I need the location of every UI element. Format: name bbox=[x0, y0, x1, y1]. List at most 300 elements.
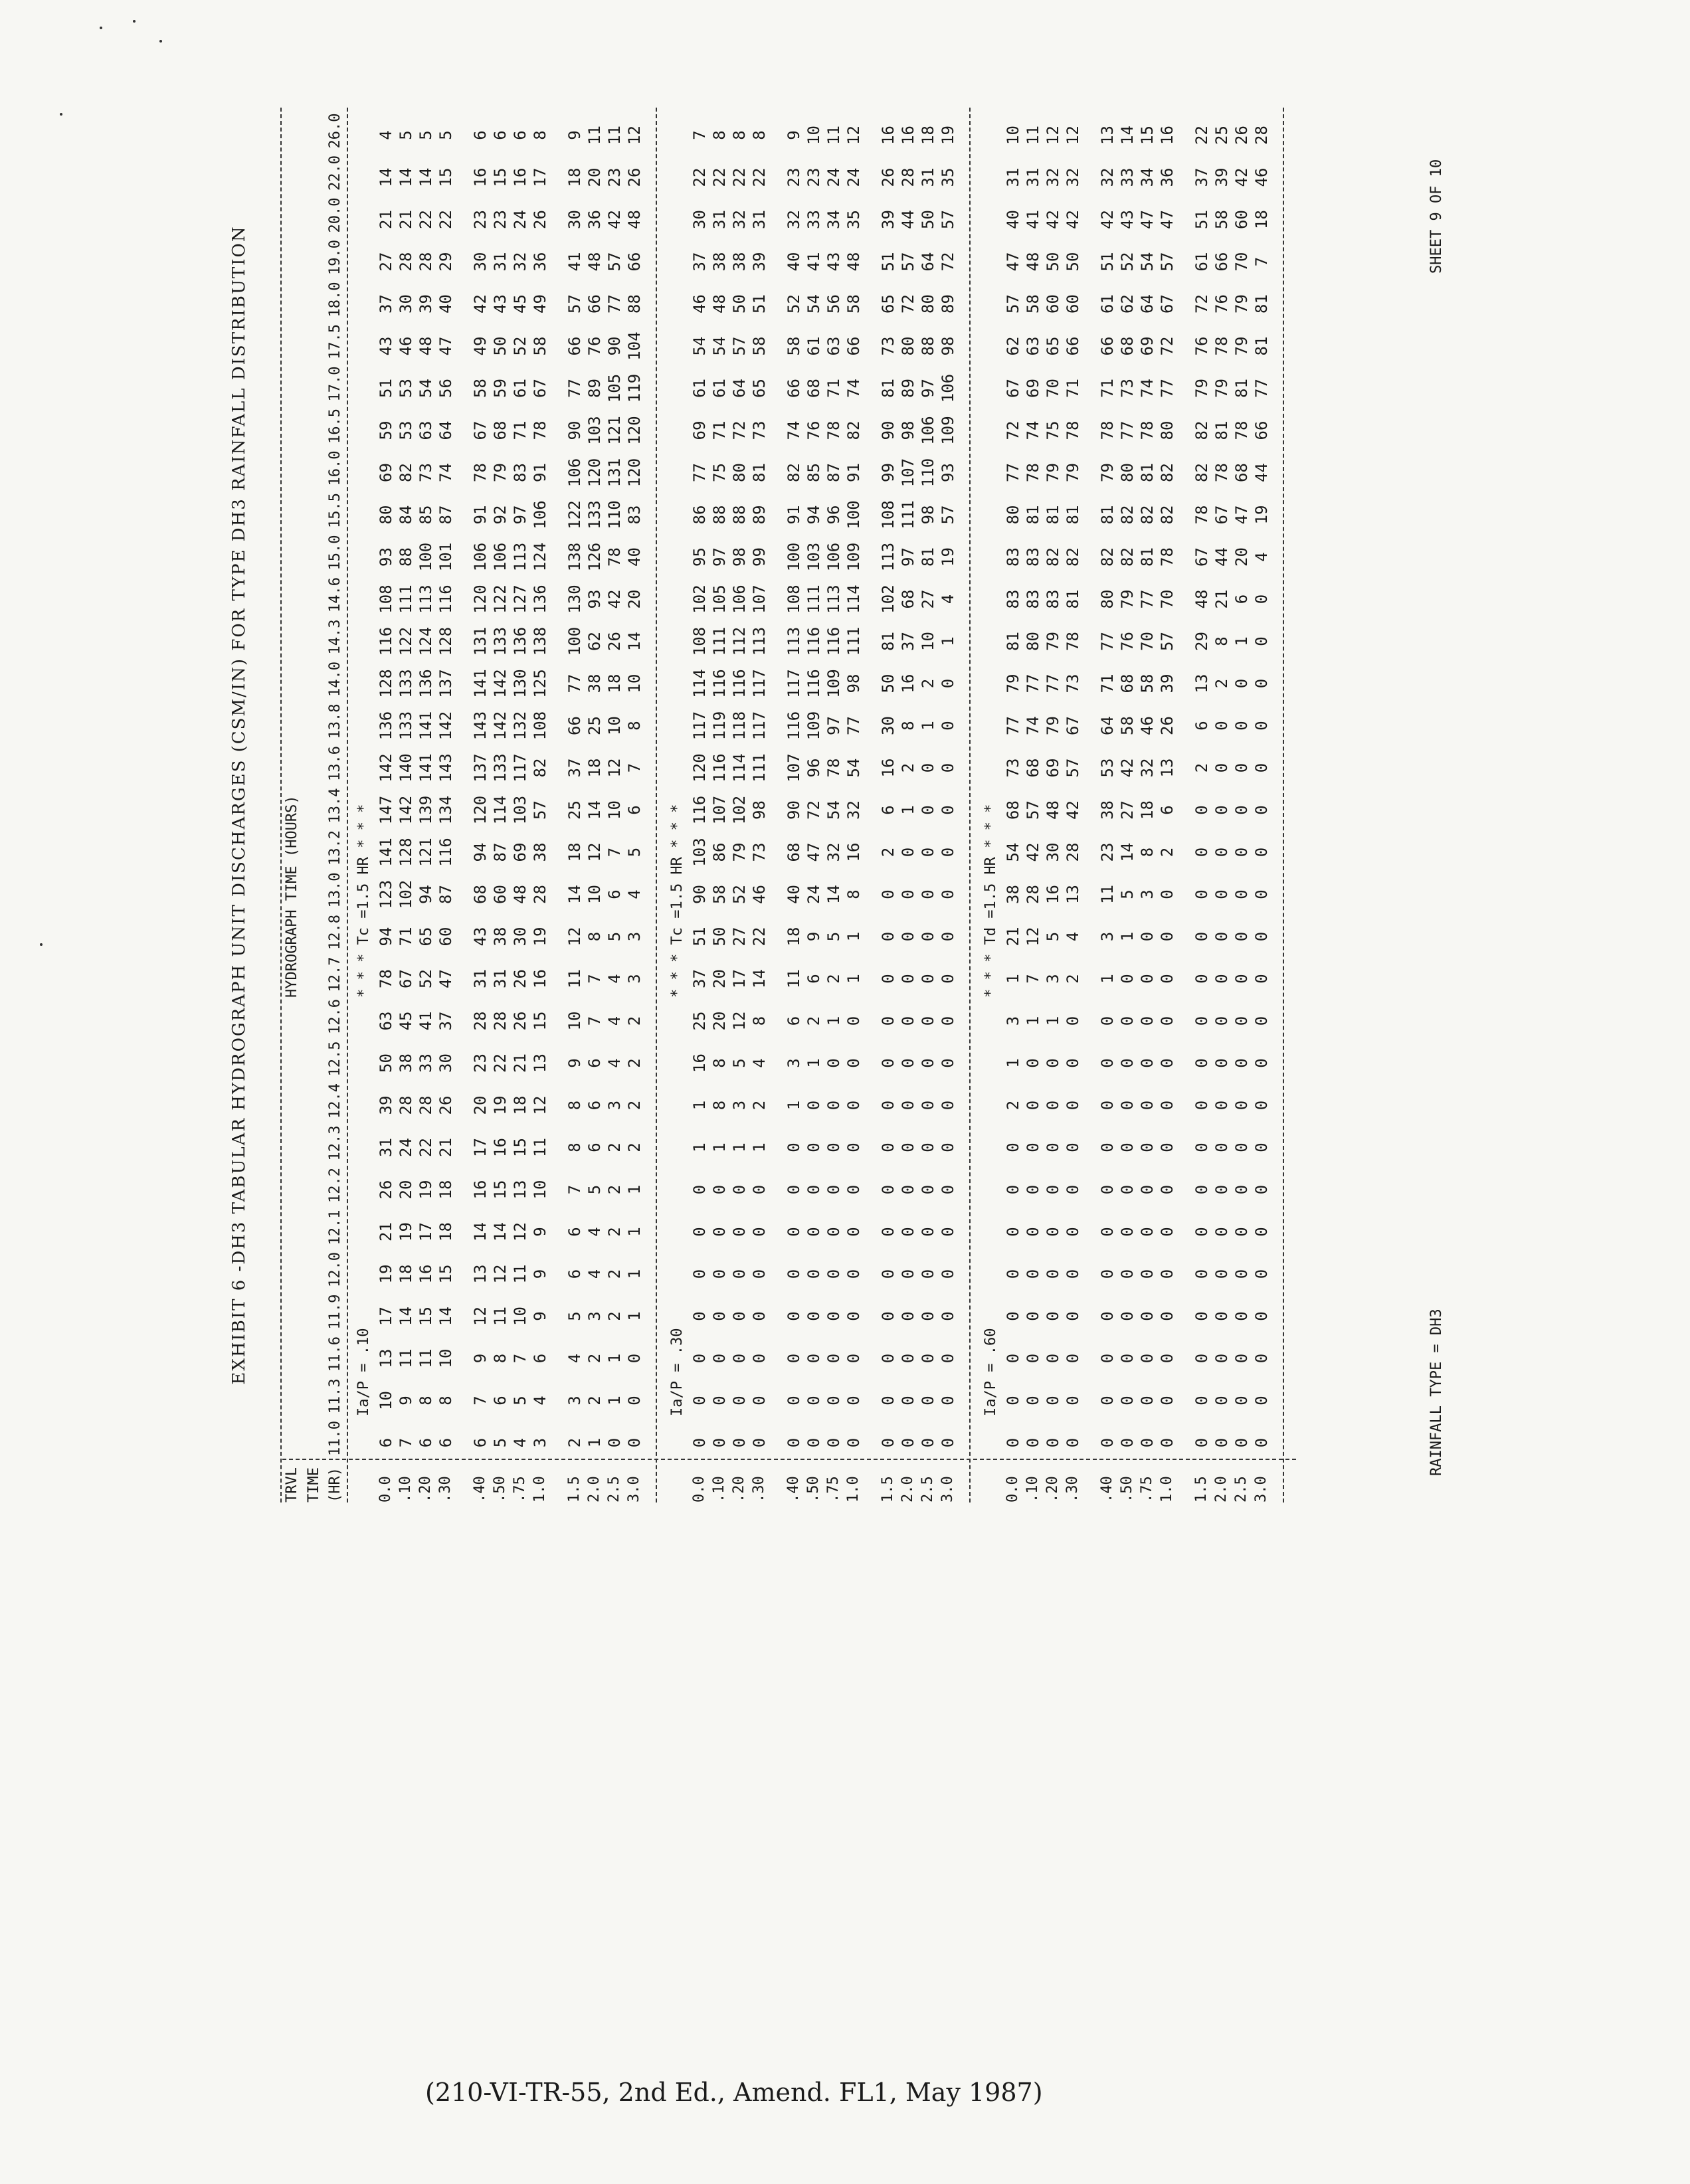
table-cell: 82 bbox=[785, 463, 803, 482]
table-cell: 122 bbox=[565, 500, 584, 529]
table-cell: 116 bbox=[377, 626, 395, 656]
table-cell: 23 bbox=[471, 210, 490, 229]
table-cell: 89 bbox=[585, 379, 604, 398]
table-cell: 81 bbox=[1252, 294, 1271, 314]
table-cell: 4 bbox=[1252, 552, 1271, 562]
table-cell: 32 bbox=[1064, 167, 1082, 187]
table-cell: 0 bbox=[750, 1437, 769, 1448]
table-cell: 3 bbox=[585, 1311, 604, 1321]
table-cell: 0 bbox=[750, 1396, 769, 1406]
table-cell: 57 bbox=[1158, 632, 1176, 651]
table-cell: 4 bbox=[750, 1058, 769, 1068]
table-cell: 62 bbox=[1118, 294, 1137, 314]
table-cell: 0 bbox=[1232, 1016, 1251, 1026]
table-cell: 0 bbox=[605, 1437, 624, 1448]
table-cell: 1 bbox=[690, 1100, 709, 1111]
table-cell: 0 bbox=[1138, 1353, 1157, 1364]
table-cell: 7 bbox=[565, 1184, 584, 1195]
table-cell: 72 bbox=[899, 294, 917, 314]
table-cell: 8 bbox=[1212, 636, 1231, 646]
table-cell: 7 bbox=[471, 1396, 490, 1406]
rotated-table-block bbox=[219, 108, 1455, 1502]
table-cell: 113 bbox=[785, 626, 803, 656]
column-header: 13.8 bbox=[327, 703, 343, 739]
table-cell: 108 bbox=[879, 500, 897, 529]
table-cell: 18 bbox=[1138, 800, 1157, 820]
table-cell: 12 bbox=[491, 1264, 510, 1284]
table-cell: 12 bbox=[844, 126, 863, 145]
table-cell: 0 bbox=[804, 1311, 823, 1321]
table-cell: 1 bbox=[804, 1058, 823, 1068]
table-cell: 28 bbox=[531, 885, 549, 904]
table-cell: 113 bbox=[824, 585, 843, 614]
table-cell: 0 bbox=[1118, 1396, 1137, 1406]
table-cell: 35 bbox=[844, 210, 863, 229]
table-cell: 2 bbox=[824, 974, 843, 984]
table-cell: 21 bbox=[1004, 927, 1022, 947]
table-cell: 13 bbox=[1192, 674, 1211, 693]
table-cell: 91 bbox=[531, 463, 549, 482]
table-cell: 0 bbox=[750, 1269, 769, 1279]
table-cell: 14 bbox=[436, 1307, 455, 1326]
table-cell: 0 bbox=[1118, 1311, 1137, 1321]
table-cell: 143 bbox=[436, 753, 455, 782]
table-cell: 109 bbox=[824, 669, 843, 698]
section-label: * * * Tc =1.5 HR * * * bbox=[669, 804, 686, 998]
table-cell: 0 bbox=[1064, 1100, 1082, 1111]
table-cell: 77 bbox=[844, 716, 863, 735]
table-cell: 10 bbox=[585, 885, 604, 904]
table-cell: 88 bbox=[397, 547, 415, 567]
table-cell: 65 bbox=[1044, 336, 1062, 356]
table-cell: 0 bbox=[1192, 1311, 1211, 1321]
table-cell: 59 bbox=[377, 420, 395, 440]
table-cell: 76 bbox=[585, 336, 604, 356]
table-cell: 1 bbox=[939, 636, 957, 646]
table-cell: 71 bbox=[1064, 379, 1082, 398]
table-cell: 124 bbox=[417, 626, 435, 656]
table-cell: 71 bbox=[511, 420, 529, 440]
table-cell: 21 bbox=[511, 1053, 529, 1073]
header-hr: (HR) bbox=[327, 1467, 343, 1502]
table-cell: 90 bbox=[605, 336, 624, 356]
table-cell: 121 bbox=[605, 416, 624, 445]
table-cell: 33 bbox=[1118, 167, 1137, 187]
table-cell: 71 bbox=[1098, 674, 1117, 693]
table-cell: 114 bbox=[730, 753, 749, 782]
table-cell: 0 bbox=[710, 1184, 729, 1195]
table-cell: 69 bbox=[1138, 336, 1157, 356]
table-cell: 77 bbox=[1044, 674, 1062, 693]
table-cell: 32 bbox=[730, 210, 749, 229]
table-cell: 12 bbox=[565, 927, 584, 947]
table-cell: 10 bbox=[377, 1391, 395, 1410]
table-cell: 11 bbox=[585, 126, 604, 145]
table-cell: 4 bbox=[1064, 931, 1082, 942]
table-cell: 16 bbox=[690, 1053, 709, 1073]
table-cell: 5 bbox=[625, 847, 644, 858]
table-cell: 88 bbox=[710, 505, 729, 525]
table-cell: 86 bbox=[710, 842, 729, 862]
table-cell: 94 bbox=[471, 842, 490, 862]
table-cell: 67 bbox=[531, 379, 549, 398]
table-cell: 4 bbox=[605, 974, 624, 984]
table-cell: 61 bbox=[1098, 294, 1117, 314]
row-travel-time: 3.0 bbox=[626, 1476, 642, 1502]
table-cell: 15 bbox=[491, 167, 510, 187]
table-cell: 48 bbox=[511, 885, 529, 904]
table-cell: 83 bbox=[1024, 589, 1042, 609]
table-cell: 9 bbox=[785, 130, 803, 140]
table-cell: 0 bbox=[899, 1311, 917, 1321]
table-cell: 4 bbox=[939, 594, 957, 604]
table-cell: 77 bbox=[1158, 379, 1176, 398]
column-header: 11.0 bbox=[327, 1421, 343, 1456]
table-cell: 30 bbox=[471, 252, 490, 272]
table-cell: 0 bbox=[1138, 1184, 1157, 1195]
table-cell: 0 bbox=[804, 1100, 823, 1111]
row-travel-time: 2.5 bbox=[606, 1476, 622, 1502]
table-cell: 16 bbox=[879, 758, 897, 778]
table-cell: 34 bbox=[824, 210, 843, 229]
table-cell: 76 bbox=[1192, 336, 1211, 356]
column-header: 15.0 bbox=[327, 535, 343, 571]
table-cell: 142 bbox=[377, 753, 395, 782]
table-cell: 44 bbox=[1212, 547, 1231, 567]
table-cell: 140 bbox=[397, 753, 415, 782]
table-cell: 113 bbox=[879, 542, 897, 572]
table-cell: 1 bbox=[844, 931, 863, 942]
table-cell: 111 bbox=[899, 500, 917, 529]
table-cell: 0 bbox=[939, 889, 957, 899]
table-cell: 12 bbox=[511, 1222, 529, 1241]
table-cell: 0 bbox=[939, 1100, 957, 1111]
table-cell: 48 bbox=[1192, 589, 1211, 609]
table-cell: 116 bbox=[785, 711, 803, 741]
table-cell: 31 bbox=[491, 252, 510, 272]
table-cell: 23 bbox=[804, 167, 823, 187]
column-header: 13.0 bbox=[327, 872, 343, 908]
table-cell: 42 bbox=[1024, 842, 1042, 862]
table-cell: 0 bbox=[1024, 1100, 1042, 1111]
dashed-rule bbox=[280, 108, 282, 1502]
row-travel-time: 3.0 bbox=[1253, 1476, 1269, 1502]
table-cell: 142 bbox=[397, 795, 415, 825]
table-cell: 79 bbox=[1044, 632, 1062, 651]
table-cell: 54 bbox=[690, 336, 709, 356]
table-cell: 87 bbox=[436, 505, 455, 525]
table-cell: 78 bbox=[377, 969, 395, 988]
table-cell: 28 bbox=[471, 1011, 490, 1031]
table-cell: 143 bbox=[471, 711, 490, 741]
table-cell: 0 bbox=[1024, 1227, 1042, 1237]
table-cell: 0 bbox=[750, 1353, 769, 1364]
table-cell: 57 bbox=[565, 294, 584, 314]
table-cell: 37 bbox=[690, 969, 709, 988]
table-cell: 79 bbox=[1192, 379, 1211, 398]
table-cell: 116 bbox=[804, 626, 823, 656]
table-cell: 16 bbox=[879, 126, 897, 145]
table-cell: 8 bbox=[585, 931, 604, 942]
table-cell: 90 bbox=[785, 800, 803, 820]
table-cell: 24 bbox=[511, 210, 529, 229]
table-cell: 0 bbox=[844, 1311, 863, 1321]
table-cell: 66 bbox=[565, 716, 584, 735]
table-cell: 1 bbox=[1024, 1016, 1042, 1026]
table-cell: 48 bbox=[844, 252, 863, 272]
table-cell: 10 bbox=[1004, 126, 1022, 145]
table-cell: 80 bbox=[730, 463, 749, 482]
table-cell: 0 bbox=[1158, 1016, 1176, 1026]
table-cell: 82 bbox=[397, 463, 415, 482]
table-cell: 5 bbox=[417, 130, 435, 140]
table-cell: 18 bbox=[919, 126, 937, 145]
table-cell: 74 bbox=[436, 463, 455, 482]
table-cell: 31 bbox=[377, 1138, 395, 1157]
table-cell: 66 bbox=[1064, 336, 1082, 356]
table-cell: 12 bbox=[1044, 126, 1062, 145]
table-cell: 99 bbox=[879, 463, 897, 482]
table-cell: 0 bbox=[1158, 1311, 1176, 1321]
table-cell: 0 bbox=[1212, 1311, 1231, 1321]
table-cell: 68 bbox=[1118, 674, 1137, 693]
table-cell: 69 bbox=[511, 842, 529, 862]
table-cell: 0 bbox=[844, 1437, 863, 1448]
table-cell: 4 bbox=[605, 1058, 624, 1068]
table-cell: 98 bbox=[844, 674, 863, 693]
table-cell: 12 bbox=[1064, 126, 1082, 145]
column-header: 12.5 bbox=[327, 1041, 343, 1077]
table-cell: 1 bbox=[1044, 1016, 1062, 1026]
table-cell: 0 bbox=[1252, 847, 1271, 858]
table-cell: 6 bbox=[436, 1437, 455, 1448]
table-cell: 0 bbox=[1212, 721, 1231, 731]
column-header: 12.6 bbox=[327, 999, 343, 1034]
table-cell: 0 bbox=[1212, 1058, 1231, 1068]
table-cell: 66 bbox=[1098, 336, 1117, 356]
table-cell: 75 bbox=[1044, 420, 1062, 440]
table-cell: 1 bbox=[844, 974, 863, 984]
table-cell: 48 bbox=[585, 252, 604, 272]
table-cell: 109 bbox=[939, 416, 957, 445]
table-cell: 141 bbox=[417, 711, 435, 741]
table-cell: 31 bbox=[1004, 167, 1022, 187]
table-cell: 8 bbox=[1138, 847, 1157, 858]
table-cell: 81 bbox=[1024, 505, 1042, 525]
table-cell: 0 bbox=[919, 1353, 937, 1364]
table-cell: 79 bbox=[730, 842, 749, 862]
table-cell: 5 bbox=[511, 1396, 529, 1406]
table-cell: 0 bbox=[899, 1142, 917, 1152]
table-cell: 0 bbox=[1212, 1437, 1231, 1448]
table-cell: 106 bbox=[730, 585, 749, 614]
table-cell: 28 bbox=[1252, 126, 1271, 145]
table-cell: 42 bbox=[1064, 800, 1082, 820]
table-cell: 131 bbox=[471, 626, 490, 656]
table-cell: 79 bbox=[1064, 463, 1082, 482]
table-cell: 0 bbox=[939, 1353, 957, 1364]
table-cell: 78 bbox=[824, 758, 843, 778]
table-cell: 0 bbox=[939, 1142, 957, 1152]
table-cell: 79 bbox=[1118, 589, 1137, 609]
table-cell: 1 bbox=[1118, 931, 1137, 942]
table-cell: 40 bbox=[625, 547, 644, 567]
table-cell: 128 bbox=[436, 626, 455, 656]
table-cell: 68 bbox=[491, 420, 510, 440]
table-cell: 0 bbox=[750, 1227, 769, 1237]
table-cell: 13 bbox=[471, 1264, 490, 1284]
table-cell: 0 bbox=[879, 1396, 897, 1406]
table-cell: 6 bbox=[1192, 721, 1211, 731]
table-cell: 0 bbox=[730, 1184, 749, 1195]
table-cell: 0 bbox=[844, 1396, 863, 1406]
column-header: 20.0 bbox=[327, 197, 343, 233]
table-cell: 31 bbox=[1024, 167, 1042, 187]
table-cell: 69 bbox=[1024, 379, 1042, 398]
table-cell: 0 bbox=[1024, 1437, 1042, 1448]
table-cell: 73 bbox=[1004, 758, 1022, 778]
table-cell: 4 bbox=[377, 130, 395, 140]
table-cell: 5 bbox=[397, 130, 415, 140]
table-cell: 16 bbox=[844, 842, 863, 862]
table-cell: 3 bbox=[730, 1100, 749, 1111]
table-cell: 0 bbox=[1232, 889, 1251, 899]
table-cell: 0 bbox=[1232, 1269, 1251, 1279]
row-travel-time: .10 bbox=[1024, 1476, 1041, 1502]
table-cell: 1 bbox=[625, 1311, 644, 1321]
table-cell: 26 bbox=[879, 167, 897, 187]
table-cell: 82 bbox=[1158, 463, 1176, 482]
header-row-time bbox=[304, 108, 324, 1502]
table-cell: 0 bbox=[879, 1227, 897, 1237]
table-cell: 78 bbox=[531, 420, 549, 440]
table-cell: 0 bbox=[824, 1353, 843, 1364]
table-cell: 98 bbox=[939, 336, 957, 356]
table-cell: 92 bbox=[491, 505, 510, 525]
table-cell: 82 bbox=[1158, 505, 1176, 525]
table-cell: 32 bbox=[511, 252, 529, 272]
table-cell: 0 bbox=[919, 974, 937, 984]
table-cell: 5 bbox=[491, 1437, 510, 1448]
table-cell: 54 bbox=[804, 294, 823, 314]
table-cell: 7 bbox=[1024, 974, 1042, 984]
table-cell: 62 bbox=[585, 632, 604, 651]
table-cell: 45 bbox=[397, 1011, 415, 1031]
table-cell: 90 bbox=[879, 420, 897, 440]
table-cell: 0 bbox=[785, 1353, 803, 1364]
table-cell: 46 bbox=[1252, 167, 1271, 187]
table-cell: 0 bbox=[1044, 1227, 1062, 1237]
table-cell: 78 bbox=[1212, 463, 1231, 482]
table-cell: 101 bbox=[436, 542, 455, 572]
table-cell: 15 bbox=[491, 1180, 510, 1200]
table-cell: 40 bbox=[785, 252, 803, 272]
table-cell: 26 bbox=[1158, 716, 1176, 735]
table-cell: 98 bbox=[899, 420, 917, 440]
table-cell: 0 bbox=[1192, 1184, 1211, 1195]
table-cell: 18 bbox=[785, 927, 803, 947]
table-cell: 57 bbox=[939, 210, 957, 229]
dashed-column-rule bbox=[282, 1459, 1296, 1460]
table-cell: 111 bbox=[710, 626, 729, 656]
table-cell: 0 bbox=[804, 1142, 823, 1152]
row-travel-time: .20 bbox=[417, 1476, 434, 1502]
table-cell: 2 bbox=[605, 1311, 624, 1321]
table-cell: 0 bbox=[1158, 1142, 1176, 1152]
table-cell: 74 bbox=[1024, 420, 1042, 440]
table-cell: 0 bbox=[804, 1353, 823, 1364]
table-cell: 1 bbox=[1098, 974, 1117, 984]
ia-p-label: Ia/P = .60 bbox=[983, 1328, 999, 1416]
table-cell: 80 bbox=[1004, 505, 1022, 525]
table-cell: 0 bbox=[1138, 1396, 1157, 1406]
table-cell: 9 bbox=[531, 1227, 549, 1237]
table-cell: 34 bbox=[1138, 167, 1157, 187]
table-cell: 38 bbox=[1004, 885, 1022, 904]
scan-speck bbox=[100, 27, 102, 29]
table-cell: 0 bbox=[1252, 1227, 1271, 1237]
table-cell: 5 bbox=[1118, 889, 1137, 899]
table-cell: 1 bbox=[730, 1142, 749, 1152]
table-cell: 91 bbox=[785, 505, 803, 525]
table-cell: 71 bbox=[824, 379, 843, 398]
table-cell: 27 bbox=[919, 589, 937, 609]
table-cell: 0 bbox=[824, 1227, 843, 1237]
table-cell: 0 bbox=[785, 1311, 803, 1321]
table-cell: 5 bbox=[730, 1058, 749, 1068]
table-cell: 11 bbox=[785, 969, 803, 988]
table-cell: 0 bbox=[1118, 1142, 1137, 1152]
table-cell: 77 bbox=[1004, 716, 1022, 735]
table-cell: 0 bbox=[1252, 889, 1271, 899]
table-cell: 0 bbox=[1252, 721, 1271, 731]
table-cell: 0 bbox=[919, 931, 937, 942]
table-cell: 0 bbox=[1044, 1142, 1062, 1152]
table-cell: 1 bbox=[625, 1269, 644, 1279]
table-cell: 102 bbox=[397, 879, 415, 909]
table-cell: 0 bbox=[1158, 1100, 1176, 1111]
table-cell: 2 bbox=[1192, 763, 1211, 773]
table-cell: 11 bbox=[605, 126, 624, 145]
table-cell: 0 bbox=[710, 1353, 729, 1364]
table-cell: 14 bbox=[824, 885, 843, 904]
table-cell: 147 bbox=[377, 795, 395, 825]
table-cell: 14 bbox=[471, 1222, 490, 1241]
table-cell: 0 bbox=[899, 1269, 917, 1279]
table-cell: 0 bbox=[1004, 1311, 1022, 1321]
table-cell: 0 bbox=[625, 1396, 644, 1406]
table-cell: 0 bbox=[1044, 1396, 1062, 1406]
table-cell: 0 bbox=[844, 1058, 863, 1068]
table-cell: 0 bbox=[1252, 1058, 1271, 1068]
table-cell: 127 bbox=[511, 585, 529, 614]
table-cell: 0 bbox=[1064, 1142, 1082, 1152]
table-cell: 90 bbox=[565, 420, 584, 440]
table-cell: 0 bbox=[919, 1058, 937, 1068]
table-cell: 77 bbox=[1252, 379, 1271, 398]
column-header: 14.6 bbox=[327, 577, 343, 612]
table-cell: 50 bbox=[1064, 252, 1082, 272]
table-cell: 0 bbox=[785, 1396, 803, 1406]
table-cell: 47 bbox=[1138, 210, 1157, 229]
table-cell: 130 bbox=[511, 669, 529, 698]
table-cell: 66 bbox=[625, 252, 644, 272]
table-cell: 23 bbox=[1098, 842, 1117, 862]
table-cell: 88 bbox=[730, 505, 749, 525]
table-cell: 102 bbox=[879, 585, 897, 614]
table-cell: 114 bbox=[690, 669, 709, 698]
table-cell: 0 bbox=[844, 1227, 863, 1237]
